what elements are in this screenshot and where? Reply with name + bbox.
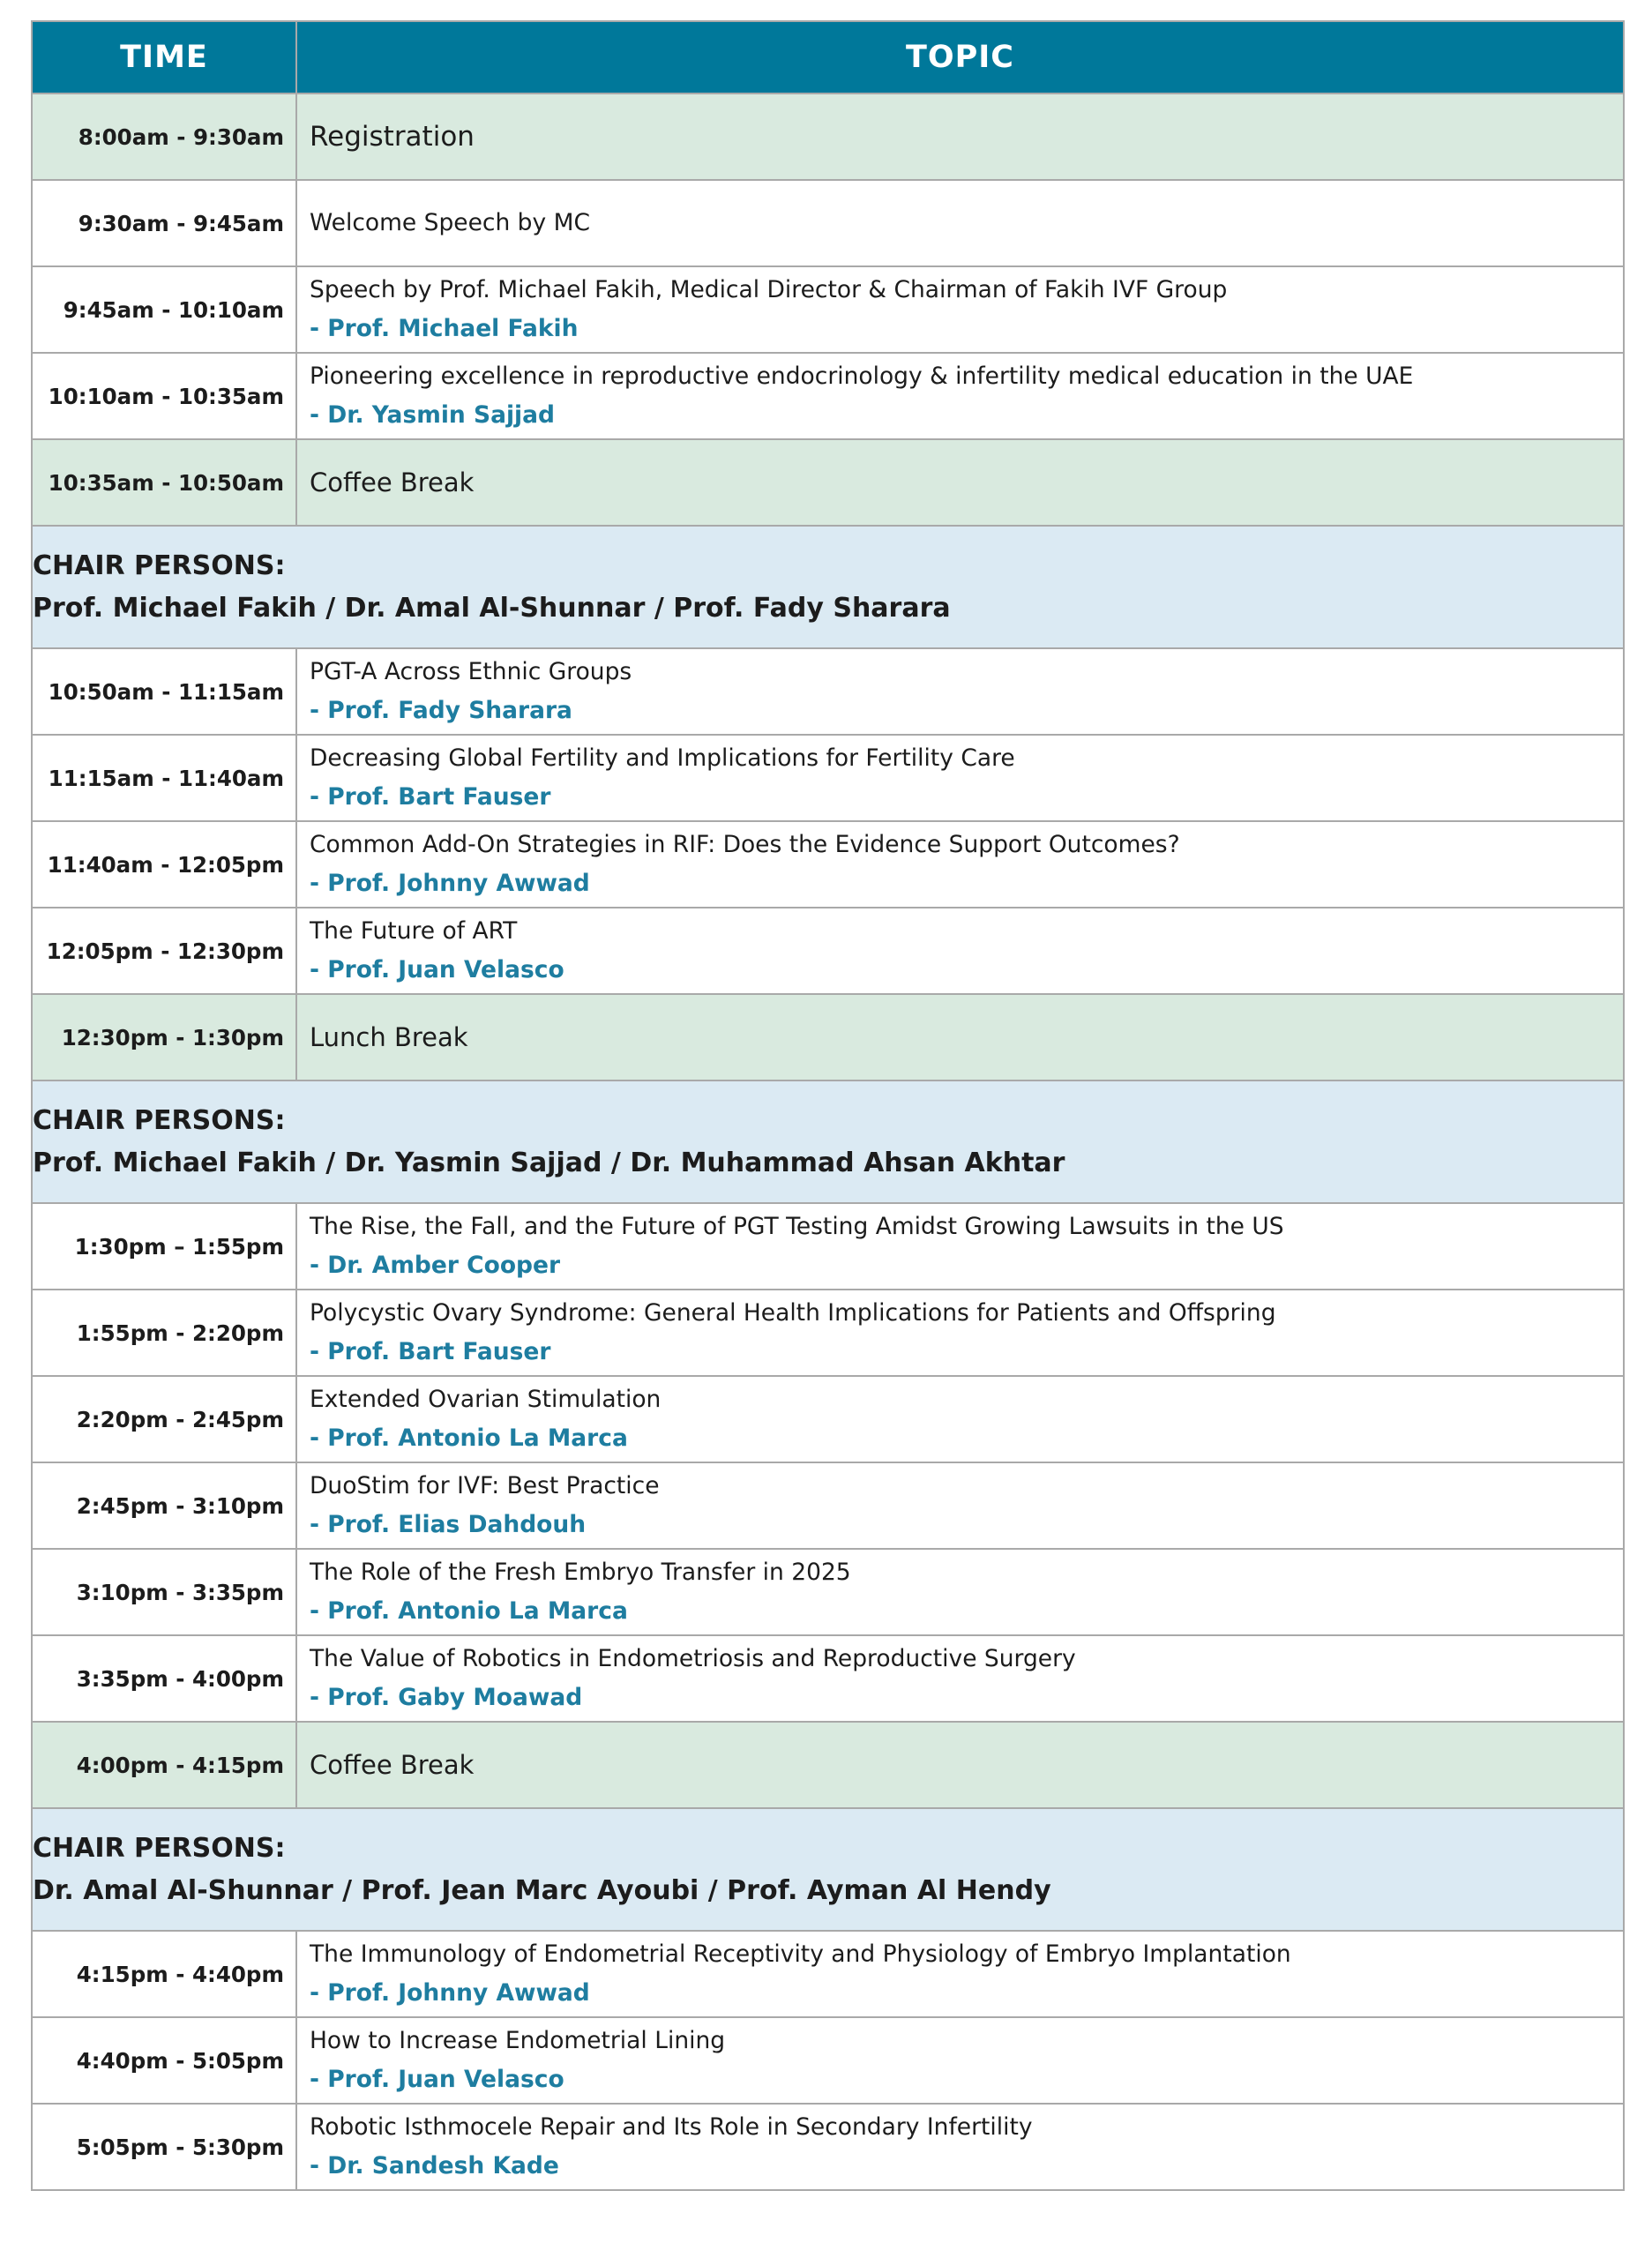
speaker-name: - Prof. Juan Velasco xyxy=(310,2066,564,2093)
speaker-name: - Prof. Juan Velasco xyxy=(310,956,564,983)
agenda-row xyxy=(32,180,1624,266)
agenda-row xyxy=(32,1549,1624,1635)
time-cell: 11:15am - 11:40am xyxy=(32,735,296,821)
time-cell: 2:45pm - 3:10pm xyxy=(32,1462,296,1549)
time-cell: 5:05pm - 5:30pm xyxy=(32,2104,296,2190)
session-title: Polycystic Ovary Syndrome: General Health Implications for Patients and Offspring xyxy=(310,1299,1276,1327)
time-cell: 9:30am - 9:45am xyxy=(32,180,296,266)
agenda-row xyxy=(32,353,1624,439)
session-title: Speech by Prof. Michael Fakih, Medical Director & Chairman of Fakih IVF Group xyxy=(310,276,1228,303)
time-cell: 2:20pm - 2:45pm xyxy=(32,1376,296,1462)
speaker-name: - Prof. Elias Dahdouh xyxy=(310,1511,587,1538)
session-title: Robotic Isthmocele Repair and Its Role in Secondary Infertility xyxy=(310,2113,1033,2141)
topic-cell xyxy=(296,1722,1624,1808)
time-cell: 10:10am - 10:35am xyxy=(32,353,296,439)
topic-cell xyxy=(296,994,1624,1080)
session-title: The Immunology of Endometrial Receptivity and Physiology of Embryo Implantation xyxy=(310,1940,1291,1968)
time-cell: 4:15pm - 4:40pm xyxy=(32,1931,296,2017)
speaker-name: - Prof. Antonio La Marca xyxy=(310,1597,628,1625)
topic-cell xyxy=(296,2017,1624,2104)
topic-cell xyxy=(296,1549,1624,1635)
topic-cell xyxy=(296,1635,1624,1722)
time-cell: 12:30pm - 1:30pm xyxy=(32,994,296,1080)
time-cell: 10:35am - 10:50am xyxy=(32,439,296,526)
speaker-name: - Prof. Gaby Moawad xyxy=(310,1684,583,1711)
chair-persons-cell xyxy=(32,1080,1624,1203)
time-column-header: TIME xyxy=(32,21,296,93)
time-cell: 1:30pm – 1:55pm xyxy=(32,1203,296,1290)
session-title: Pioneering excellence in reproductive endocrinology & infertility medical education in the UAE xyxy=(310,363,1414,390)
break-row xyxy=(32,994,1624,1080)
speaker-name: - Prof. Johnny Awwad xyxy=(310,1979,590,2007)
chair-persons-row xyxy=(32,1808,1624,1931)
topic-cell xyxy=(296,1462,1624,1549)
agenda-row xyxy=(32,735,1624,821)
session-title: The Future of ART xyxy=(310,917,518,945)
chair-persons-label: CHAIR PERSONS: xyxy=(33,550,286,581)
session-title: PGT-A Across Ethnic Groups xyxy=(310,658,632,685)
topic-cell xyxy=(296,353,1624,439)
chair-persons-names: Prof. Michael Fakih / Dr. Yasmin Sajjad / Dr. Muhammad Ahsan Akhtar xyxy=(33,1147,1065,1178)
time-cell: 4:40pm - 5:05pm xyxy=(32,2017,296,2104)
session-title: Welcome Speech by MC xyxy=(310,209,590,236)
agenda-row xyxy=(32,1376,1624,1462)
speaker-name: - Dr. Yasmin Sajjad xyxy=(310,401,555,429)
agenda-row xyxy=(32,648,1624,735)
break-row xyxy=(32,439,1624,526)
topic-cell xyxy=(296,735,1624,821)
topic-column-header: TOPIC xyxy=(296,21,1624,93)
speaker-name: - Dr. Amber Cooper xyxy=(310,1252,561,1279)
agenda-row xyxy=(32,2104,1624,2190)
chair-persons-row xyxy=(32,526,1624,648)
session-title: How to Increase Endometrial Lining xyxy=(310,2027,726,2054)
agenda-row xyxy=(32,1635,1624,1722)
break-row xyxy=(32,1722,1624,1808)
topic-cell xyxy=(296,180,1624,266)
chair-persons-names: Dr. Amal Al-Shunnar / Prof. Jean Marc Ayoubi / Prof. Ayman Al Hendy xyxy=(33,1874,1051,1906)
session-title: DuoStim for IVF: Best Practice xyxy=(310,1472,660,1499)
break-title: Coffee Break xyxy=(310,467,475,497)
session-title: The Value of Robotics in Endometriosis and Reproductive Surgery xyxy=(310,1645,1076,1672)
session-title: Extended Ovarian Stimulation xyxy=(310,1386,662,1413)
session-title: The Rise, the Fall, and the Future of PGT Testing Amidst Growing Lawsuits in the US xyxy=(310,1213,1284,1240)
speaker-name: - Prof. Michael Fakih xyxy=(310,315,579,342)
time-cell: 3:35pm - 4:00pm xyxy=(32,1635,296,1722)
time-cell: 10:50am - 11:15am xyxy=(32,648,296,735)
session-title: The Role of the Fresh Embryo Transfer in 2025 xyxy=(310,1559,851,1586)
topic-cell xyxy=(296,2104,1624,2190)
agenda-row xyxy=(32,821,1624,908)
topic-cell xyxy=(296,266,1624,353)
speaker-name: - Prof. Antonio La Marca xyxy=(310,1424,628,1452)
agenda-row xyxy=(32,1931,1624,2017)
speaker-name: - Prof. Fady Sharara xyxy=(310,697,572,724)
topic-cell xyxy=(296,648,1624,735)
time-cell: 11:40am - 12:05pm xyxy=(32,821,296,908)
header-row xyxy=(32,21,1624,93)
time-cell: 4:00pm - 4:15pm xyxy=(32,1722,296,1808)
agenda-row xyxy=(32,1462,1624,1549)
chair-persons-cell xyxy=(32,1808,1624,1931)
speaker-name: - Prof. Johnny Awwad xyxy=(310,870,590,897)
time-cell: 12:05pm - 12:30pm xyxy=(32,908,296,994)
speaker-name: - Prof. Bart Fauser xyxy=(310,783,551,811)
chair-persons-names: Prof. Michael Fakih / Dr. Amal Al-Shunnar / Prof. Fady Sharara xyxy=(33,592,951,624)
session-title: Common Add-On Strategies in RIF: Does the Evidence Support Outcomes? xyxy=(310,831,1180,858)
break-row xyxy=(32,93,1624,180)
topic-cell xyxy=(296,1290,1624,1376)
time-cell: 8:00am - 9:30am xyxy=(32,93,296,180)
session-title: Decreasing Global Fertility and Implications for Fertility Care xyxy=(310,744,1015,772)
agenda-row xyxy=(32,908,1624,994)
agenda-row xyxy=(32,1290,1624,1376)
agenda-table xyxy=(31,20,1625,2191)
time-cell: 9:45am - 10:10am xyxy=(32,266,296,353)
topic-cell xyxy=(296,908,1624,994)
topic-cell xyxy=(296,93,1624,180)
break-title: Lunch Break xyxy=(310,1022,468,1052)
chair-persons-cell xyxy=(32,526,1624,648)
topic-cell xyxy=(296,439,1624,526)
agenda-row xyxy=(32,266,1624,353)
time-cell: 3:10pm - 3:35pm xyxy=(32,1549,296,1635)
agenda-row xyxy=(32,2017,1624,2104)
topic-cell xyxy=(296,1203,1624,1290)
break-title: Registration xyxy=(310,121,475,153)
chair-persons-row xyxy=(32,1080,1624,1203)
chair-persons-label: CHAIR PERSONS: xyxy=(33,1104,286,1136)
topic-cell xyxy=(296,1931,1624,2017)
chair-persons-label: CHAIR PERSONS: xyxy=(33,1832,286,1864)
speaker-name: - Dr. Sandesh Kade xyxy=(310,2152,559,2179)
time-cell: 1:55pm - 2:20pm xyxy=(32,1290,296,1376)
topic-cell xyxy=(296,1376,1624,1462)
speaker-name: - Prof. Bart Fauser xyxy=(310,1338,551,1365)
agenda-row xyxy=(32,1203,1624,1290)
topic-cell xyxy=(296,821,1624,908)
break-title: Coffee Break xyxy=(310,1750,475,1780)
